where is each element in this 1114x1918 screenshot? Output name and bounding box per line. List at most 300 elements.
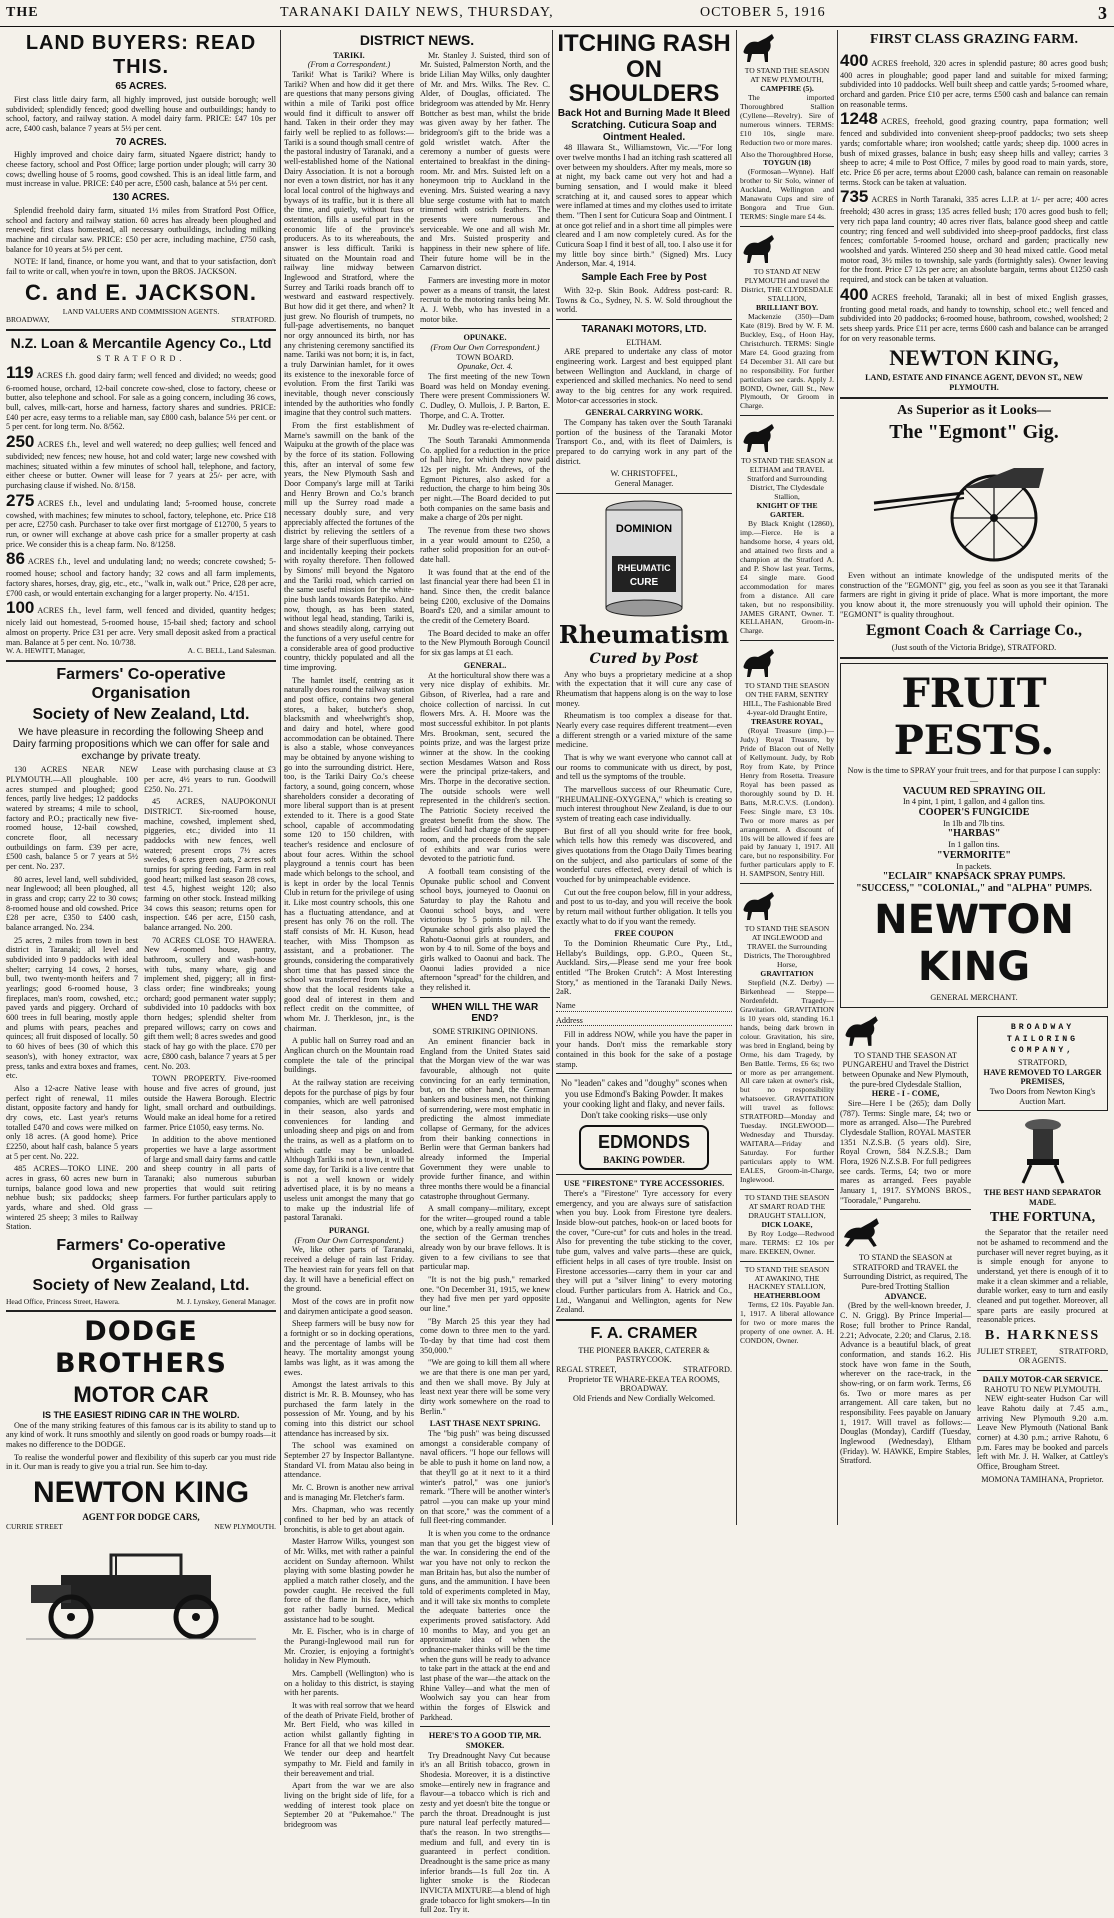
motor-service-route: RAHOTU TO NEW PLYMOUTH. (984, 1384, 1101, 1394)
lot-acres: 400 (840, 50, 869, 70)
rheum-para: Rheumatism is too complex a disease for that. Nearly every case requires different treatment—even a different strength or a varied mixture of the same medicine. (556, 711, 732, 750)
lot-text: ACRES freehold, Taranaki; all in best of mixed English grasses, fronting good metal roads, and handy to township, school etc.; well fenced and subdivided into 20 paddocks; 6-roomed house, bathroom, cowshed, woolshed; 2 sets sheep yards. Price £11 per acre, terms £600 cash and balance can be arranged for on very reasonable terms. (840, 292, 1108, 343)
purangi-para: Mrs. Campbell (Wellington) who is on a holiday to this district, is staying with her parents. (284, 1669, 414, 1698)
stallion-lead: TO STAND THE SEASON AT NEW PLYMOUTH, (744, 65, 830, 84)
divider (840, 397, 1108, 399)
nz-lot (6, 598, 276, 647)
stallion-name: KNIGHT OF THE GARTER. (756, 501, 818, 520)
stallion-name: HERE - I - COME, (871, 1089, 940, 1099)
column-2 (284, 30, 550, 1915)
rheum-para: That is why we want everyone who cannot call at our rooms to communicate with us direct, by post, and tell us the symptoms of the trouble. (556, 753, 732, 782)
opunake-para: The Board decided to make an offer to the New Plymouth Borough Council for six gas lamps at £1 each. (420, 628, 550, 658)
opunake-para: The first meeting of the new Town Board was held on Monday evening. There were present Commissioners W. C. Dudley, O. Mullois, J. P. Barton, E. Thorpe, and C. A. Trotter. (420, 372, 550, 420)
horse-icon (740, 645, 780, 679)
dodge-text: One of the many striking features of this famous car is its ability to stand up to any kind of work. It runs smoothly and silently on good roads or bumpy roads—it makes no difference to the DODGE. (6, 1420, 276, 1450)
stallion-text: (Bred by the well-known breeder, J. C. N. Grigg). By Prince Imperial—Rose; full brother to Prince Randal, 2.21; Advocate, 2.20; and Clarus, 2.18. Advance is a beautiful black, of great conformation, and stands 16.2. His stock have won fame in the South, wherever on the race-track, in the show-ring, or on farm work. Terms, £6 6s. Two or more mares as per arrangement. All care taken, but no responsibility. Fees payable on January 1, 1917. Will travel as follows:—Douglas (Monday), Cardiff (Tuesday, Inglewood (Wednesday), Eltham (Friday). W. HAWKE, Empire Stables, Stratford. (840, 1301, 971, 1466)
stallion-lead: TO STAND THE SEASON AT SMART ROAD THE DRAUGHT STALLION, (744, 1192, 830, 1220)
divider (740, 640, 834, 641)
itch-head-2: ON SHOULDERS (568, 56, 720, 107)
fruit-pests-ad (840, 663, 1108, 1008)
purangi-para: Most of the cows are in profit now and dairymen anticipate a good season. (284, 1296, 414, 1316)
stallion-name: TREASURE ROYAL, (751, 717, 823, 727)
nz-manager: W. A. HEWITT, Manager, (6, 646, 86, 656)
stallion-name: BRILLIANT BOY. (755, 302, 819, 312)
wedding-para: Mr. Stanley J. Suisted, third son of Mr. Suisted, Palmerston North, and the bride Lilian May Wilks, only daughter of Mr. and Mrs. Wilks. The Rev. C. Alder, of Douglas, officiated. The bridegroom was attended by Mr. Henry Bottcher as best man, whilst the bride was given away by her father. The bridegroom's gift to the bride was a gold wristlet watch. After the ceremony a number of guests were entertained to breakfast in the dining-room. Mr. and Mrs. Suisted left on a honeymoon trip to Auckland in the evening. Mrs. Suisted wearing a navy blue serge costume with hat to match trimmed with ostrich feathers. The presents were numerous and serviceable. We one and all wish Mr. and Mrs. Suisted prosperity and happiness in their new sphere of life. Their future home will be in the Carnarvon district. (420, 50, 550, 273)
smoker-head: HERE'S TO A GOOD TIP, MR. SMOKER. (428, 1731, 542, 1750)
itch-sub: Back Hot and Burning Made It Bleed Scratching. Cuticura Soap and Ointment Healed. (557, 108, 731, 143)
tariki-para: Tariki! What is Tariki? Where is Tariki? When and how did it get there are questions that many persons giving within a mile of Tariki post office would find it difficult to answer off hand. Taken in their order they may fairly well be replied to as follows:—Tariki is a sound though small centre of the pastoral industry of Taranaki, and a well-established home of the National Dairy Association. It is not a borough nor even a town district, nor has it any local local control of the highways and byways of its traffic, but it is there all the time, and quietly, without fuss or ostentation, fills a useful part in the economic life of the province's producers. As to its whereabouts, the answer is less difficult. Tariki is situated on the Mountain road and railway line midway between Inglewood and Stratford, where the Surrey and Tariki roads branch off to westward and eastward respectively. But how did it get there, and when? It just grew. No flourish of trumpets, no full-page advertisements, no banquet nor orgy announced its birth, nor has any christening ceremony sanctified its name. Tariki was not born; it is, in fact, a truly Darwinian hamlet, for it owes its existence to the inexorable force of evolution. From the first Tariki was inevitable, though never consciously intended by the authorities who fondly imagine that they control such matters. (284, 69, 414, 418)
coupon-text: To the Dominion Rheumatic Cure Pty., Ltd., Hellaby's Buildings, opp. G.P.O., Queen St., Auckland. Sirs,—Please send me your free book entitled "The Broken Crutch": A Most Interesting Story," as mentioned in the Taranaki Daily News. 2aR. (556, 939, 732, 997)
nz-lot (6, 363, 276, 431)
divider (556, 493, 732, 494)
tin-brand: DOMINION (615, 522, 673, 535)
fco-listing: 70 ACRES CLOSE TO HAWERA. New 4-roomed house, pantry, bathroom, scullery and wash-house with tubs, many whare, gig and implement shed, piggery; all in first-class order; fine windbreaks; young orchard; good permanent water supply; subdivided into 10 paddocks with box thorn hedges; splendid shelter from prepared willows; carry on cows and gift them well; 8 acres swedes and good stack of hay go with the place. £70 per acre, £800 cash, balance 7 years at 5 per cent. No. 203. (144, 935, 276, 1071)
war-head: WHEN WILL THE WAR END? (431, 1001, 539, 1025)
fco2-manager: M. J. Lynskey, General Manager. (176, 1296, 276, 1306)
wedding-para: Farmers are investing more in motor power as a means of transit, the latest recruit to the motoring ranks being Mr. A. J. Webb, who has invested in a motor bike. (420, 275, 550, 324)
divider (840, 1209, 971, 1210)
dodge-agent-sub: AGENT FOR DODGE CARS, (82, 1512, 200, 1523)
nz-lot (6, 491, 276, 550)
purangi-para: We, like other parts of Taranaki, received a deluge of rain last Friday. The heaviest rain for years fell on that day. It will have a beneficial effect on the ground. (284, 1245, 414, 1294)
coupon-name-label: Name (556, 1001, 576, 1011)
stallion-ad (740, 231, 834, 411)
fruit-item: VACUUM RED SPRAYING OIL (902, 785, 1046, 797)
nz-loan-signature (6, 647, 276, 656)
gig-location: (Just south of the Victoria Bridge), STRATFORD. (891, 643, 1057, 653)
lot-text: ACRES in North Taranaki, 335 acres L.I.P. at 1/- per acre; 400 acres freehold; 430 acres in grass; 135 acres felled bush; 170 acres good bush to fell; very rich papa land country; 40 acres river flats, balance good sheep and cattle country; ring fenced and well subdivided into sheep-proof paddocks, first class fences; comfortable 5-roomed house, orchard and garden; practically new woolshed and yards. Wintered 250 sheep and 30 head mixed cattle. Good metal motor road, 3½ miles to township, sale yards (fortnightly sales). Owner leaving for the front. Price £7 12s per acre; an absolute bargain, terms about £1250 cash required, and stock can be taken at valuation. (840, 195, 1108, 285)
motor-service-head: DAILY MOTOR-CAR SERVICE. (982, 1374, 1103, 1384)
lot-text: Highly improved and choice dairy farm, situated Ngaere district; handy to cheese factory, school and Post Office; large portion under plough; will carry 30 cows; dwelling house of 5 rooms, good cowshed. This is an ideal little farm, and must increase in value. PRICE: £40 per acre, £500 cash, balance at 5½ per cent. (6, 150, 276, 189)
stallion-name: ADVANCE. (884, 1291, 927, 1301)
purangi-para: Mrs. Chapman, who was recently confined to her bed by an attack of bronchitis, is able to get about again. (284, 1505, 414, 1534)
motors-loc: ELTHAM. (626, 337, 662, 347)
gig-text: Even without an intimate knowledge of the undisputed merits of the construction of the "EGMONT" gig, you feel as soon as you see it that Taranaki farmers are right in giving it pride of place. What is more important, the more you know about it, the more strenuously you will uphold their opinion. The "EGMONT" is quality throughout. (840, 570, 1108, 619)
district-news-left (284, 51, 414, 1918)
stallion-lead: TO STAND THE SEASON AT AWAKINO, THE HACKNEY STALLION, (744, 1264, 830, 1292)
rheum-para: Any who buys a proprietary medicine at a shop with the expectation that it will cure any case of Rheumatism that happens along is on the way to lose money. (556, 669, 732, 708)
divider (740, 883, 834, 884)
horse-icon (740, 420, 780, 454)
fruit-lead: Now is the time to SPRAY your fruit trees, and for that purpose I can supply:— (847, 766, 1101, 785)
horse-icon (740, 231, 780, 265)
divider (556, 1319, 732, 1321)
tailor-title-3: COMPANY, (1010, 1046, 1075, 1056)
dodge-location (6, 1523, 276, 1532)
tariki-para: At the railway station are receiving depots for the purchase of pigs by four companies, which are well patronised in their season, also yards and conveniences for landing and unloading sheep and pigs on and from the trains, as well as a platform on to which cattle may be unloaded. Although Tariki is not a town, it will be some day, for Tariki is a live centre that is not a well known or widely advertised place, it is by no means a useless unit amongst the many that go to make up the industrial life of pastoral Taranaki. (284, 1078, 414, 1223)
lot-acres: 100 (6, 598, 35, 618)
fruit-item-size: In packets. (956, 861, 992, 871)
purangi-para: Master Harrow Wilks, youngest son of Mr. Wilks, met with rather a painful accident on Sunday afternoon. Whilst playing with some blasting powder he applied a match rather closely, and the powder caught. He received the full force of the flame in his face, which got rather badly burned. Medical assistance had to be sought. (284, 1537, 414, 1624)
stallion-lead: TO STAND THE SEASON AT INGLEWOOD and TRAVEL the Surrounding Districts, The Thoroughbred Horse, (743, 924, 831, 970)
opunake-sub2: TOWN BOARD. (456, 352, 514, 362)
divider (556, 1174, 732, 1175)
fco-title-1: Farmers' Co-operative Organisation (56, 666, 226, 703)
coupon-address-label: Address (556, 1015, 583, 1025)
fruit-item: "SUCCESS," "COLONIAL," and "ALPHA" PUMPS. (856, 883, 1092, 895)
purangi-para: The school was examined on September 27 by Inspector Ballantyne. Standard VI. from Matau also being in attendance. (284, 1441, 414, 1480)
smoker-text: Try Dreadnought Navy Cut because it's an all British tobacco, grown in Shodesia. Moreover, it is a distinctive smoke—entirely new in fragrance and flavour—a tobacco which is rich and zesty and yet doesn't bite the tongue or parch the throat. Dreadnought is just pure natural leaf perfectly matured—that's the reason. In two strengths—medium and full, and every tin is guaranteed in perfect condition. Dreadnought is the same price as many inferior brands—1s full 2oz tin. A lighter smoke is the Riodecan INVICTA MIXTURE—a blend of high grade tobacco for light smokers—In tin full 2oz. Try it. (420, 1750, 550, 1915)
lot-acres: 250 (6, 431, 35, 451)
lot-text: ACRES f.h., level farm, well fenced and divided, quantity hedges; nicely laid out homestead, 5-roomed house, 15-bail shed; factory and school almost on property. Price £31 per acre. Very small deposit asked from a practical man. Balance at 5 per cent. No. 10/738. (6, 606, 276, 647)
nz-salesman: A. C. BELL, Land Salesman. (187, 646, 276, 656)
stallion-lead: TO STAND THE SEASON AT PUNGAREHU and Travel the District between Opunake and New Plymouth, the pure-bred Clydesdale Stallion, (842, 1050, 969, 1089)
purangi-para: Mr. C. Brown is another new arrival and is managing Mr. Fletcher's farm. (284, 1482, 414, 1502)
divider (420, 1726, 550, 1727)
divider (6, 329, 276, 331)
motors-head: TARANAKI MOTORS, LTD. (581, 323, 707, 335)
nz-lot (6, 549, 276, 598)
masthead (0, 0, 1114, 27)
stallions-right (840, 1012, 971, 1484)
cramer-end: Old Friends and New Cordially Welcomed. (573, 1394, 715, 1404)
column-rule (837, 30, 838, 1525)
cramer-loc-left: REGAL STREET, (556, 1365, 617, 1375)
war-para: An eminent financier back in England from the United States said that the Morgan view of the war was favourable, although not quite convincing for an early termination, but, on the other hand, the German bankers and business men, not thinking of surrendering, were most emphatic in predicting the almost immediate collapse of Germany, for the advices from their banking connections in Berlin were that German bankers had already informed the Imperial Government they were unable to provide further finance, and within three months there would be a financial catastrophe throughout Germany. (420, 1036, 550, 1201)
dodge-loc-left: CURRIE STREET (6, 1522, 63, 1532)
purangi-para: Apart from the war we are also living on the bright side of life, for a wedding of interest took place on September 20 at "Pukemahoe." The bridegroom was (284, 1781, 414, 1830)
dodge-tagline: IS THE EASIEST RIDING CAR IN THE WOLRD. (42, 1410, 240, 1421)
dodge-agent: NEWTON KING (32, 1476, 250, 1510)
sep-text: the Separator that the retailer need not be ashamed to recommend and the purchaser will never regret buying, as it is simple enough for anyone to understand, yet there is enough of it to make it a clean skimmer and a reliable, durable worker, easy to turn and easily cleaned and put together. Moreover, all spare parts are easily procured at reasonable prices. (977, 1228, 1108, 1325)
fruit-item-size: In 4 pint, 1 pint, 1 gallon, and 4 gallon tins. (903, 797, 1045, 807)
divider (740, 415, 834, 416)
fco-listing: 45 ACRES, NAUPOKONUI DISTRICT. Six-roomed house, machine, cowshed, implement shed, piggeries, etc.; divided into 11 paddocks with new fences, well watered; present crops 7½ acres swedes, 6 acres green oats, 2 acres soft turnips for spring feeding. Farm in real good heart; milked last season 28 cows, test 4.5, highest weight 120; also farming on other stock. Instead milking 34 cows this season; returns open for inspection. £46 per acre, £150 cash, balance arranged. No. 200. (144, 797, 276, 933)
stallion-name: DICK LOAKE, (761, 1219, 813, 1229)
lot-text: ACRES freehold, 320 acres in splendid pasture; 80 acres good bush; 400 acres in ploughable; good paper land and suitable for mixed farming; subdivided into 10 paddocks. Well built sheep and cattle yards; 5-roomed whare, orchard and garden. Price £10 per acre, terms £500 cash and balance can remain on reasonable terms. (840, 58, 1108, 109)
fco-listing: Lease with purchasing clause at £3 per acre, 4½ years to run. Goodwill £250. No. 271. (144, 765, 276, 794)
tariki-head: TARIKI. (333, 50, 365, 60)
fco-listing: 80 acres, level land, well subdivided, near Inglewood; all been ploughed, all in grass and crop; carry 22 to 30 cows; 8-roomed house and old cowshed. Price £28 per acre, £350 to £400 cash, balance arranged. No. 234. (6, 874, 138, 933)
divider (420, 328, 550, 329)
last-phase-head: LAST THASE NEXT SPRING. (429, 1419, 541, 1429)
lot-acres: 86 (6, 549, 25, 569)
lot-head: 70 ACRES. (115, 136, 167, 148)
opunake-para: It was found that at the end of the last financial year there had been £1 in hand. Since then, the credit balance being £200, exclusive of the Domains Board's £20, and a similar amount to the credit of the Cemetery Board. (420, 567, 550, 626)
harkness-sub: OR AGENTS. (1018, 1356, 1067, 1366)
coupon-name-line[interactable] (556, 1001, 732, 1012)
war-para: "It is not the big push," remarked one. "On December 31, 1915, we knew they had five men per yard opposite our line." (420, 1275, 550, 1314)
jackson-location (6, 316, 276, 325)
tariki-para: From the first establishment of Marne's sawmill on the bank of the Waipuku at the growth of the place was by the force of its station. Following this, after an interval of some few years, the New Plymouth Sash and Door Company's large mill at Tariki and Henry Brown and Co.'s branch mill up the Surrey road made a necessary doubly sure, and very appreciably affected the fortunes of the district by relieving the settlers of a large share of their superfluous timber, and incidentally keeping their pockets with royalty therefore. Then followed by Simons' mill beyond the Ngatoro and the Tariki road, which carried on the same useful mission for the white-pine bush lands towards Batepiko. And now, though, as has been stated, without legal head, standing, Tariki is, and shows steadily along, carrying out the functions of a very useful centre for a considerable area of good productive country, thickly populated and all the time improving. (284, 421, 414, 672)
coupon-head: FREE COUPON (614, 929, 674, 939)
tariki-para: The hamlet itself, centring as it naturally does round the railway station and post office, contains two general stores, a baker, butcher's shop, blacksmith and wheelwright's shop, and dairy and hotel, where good accommodation can be obtained. There is also a stable, whose conveyances may be obtained by anyone wishing to go into the surrounding district. Here, too, is the Tariki Dairy Co.'s cheese factory, a sound, going concern, whose shareholders consider a decorating of more liberal support than is at present extended to it. There is a good State school, capable of accommodating some 120 to 150 children, with teacher's residence and enclosure of about four acres. Within the school playground a tennis court has been made which belongs to the school, and is kept in order by the local Tennis Club in return for the privilege of using it. Like most country schools, this one has a fluctuating attendance, and at present has only 76 on the roll. The staff consists of Mr. H. Kuson, head teacher, with Miss Thompson as assistant, and a probationer. The grounds, considering the comparatively short time that has passed since the school was transferred from Waipuku, show that the local residents take a good deal of interest in them and reflect credit on the committee, of whom Mr. J. Therkleson, jnr., is the chairman. (284, 675, 414, 1033)
lot-acres: 275 (6, 490, 35, 510)
purangi-para: Amongst the latest arrivals to this district is Mr. R. B. Mounsey, who has purchased the farm lately in the possession of Mr. Young, and by his coming into this district our school attendance has increased by six. (284, 1380, 414, 1438)
harkness-loc-left: JULIET STREET, (977, 1346, 1038, 1356)
tariki-sub: (From a Correspondent.) (307, 60, 391, 70)
last-phase-para: The "big push" was being discussed amongst a considerable company of naval officers. "I hope our fellows will be able to push it home on land now, a that they'll go at it next to it a third winter's patrol," was one junior's remark. "There will be another winter's patrol —you can make up your mind on that score," was the comment of a full fleet-ring commander. (420, 1429, 550, 1526)
column-5 (840, 30, 1108, 1525)
stallion-lead: Also the Thoroughbred Horse, (740, 149, 834, 159)
motor-car-illustration (21, 1535, 261, 1645)
nz-lot (6, 432, 276, 491)
stallion-ad (740, 1266, 834, 1347)
fruit-title: FRUIT PESTS. (893, 669, 1055, 764)
divider (740, 1189, 834, 1190)
divider (420, 997, 550, 998)
dodge-loc-right: NEW PLYMOUTH. (214, 1522, 276, 1532)
fco-left-column (6, 765, 138, 1235)
opunake-para: The revenue from these two shows in a year would amount to £250, a rather solid proposition for an out-of-date hall. (420, 526, 550, 565)
harkness-location (977, 1347, 1108, 1357)
gig-illustration (864, 448, 1084, 568)
opunake-sub: (From Our Own Correspondent.) (430, 343, 540, 352)
itch-head-1: ITCHING RASH (557, 30, 731, 57)
stallion-text: By Black Knight (12860), imp.—Fierce. He is a handsome horse, 4 years old, and attained two firsts and a champion at the Stratford A. and P. Show last year. Terms, £4 single mare. Good accommodation for mares from a distance. All care taken, but no responsibility. JAMES GRANT, Owner. T. KELLAHAN, Groom-in-Charge. (740, 518, 834, 636)
war-para: "By March 25 this year they had come down to three men to the yard. To-day by that time had cost them 350,000." (420, 1316, 550, 1355)
fco2-signature (6, 1298, 276, 1307)
farm-lot (840, 187, 1108, 284)
stallion-ad (740, 420, 834, 636)
general-para: A football team consisting of the Opunake public school and Convent school boys, journeyed to Oaonui on Saturday to play the Rahotu and Oaonui school boys, and were victorious by 5 points to nil. The Opunake school girls also played the Rahotu-Oaonui girls at rounders, and won by 4 to nil. Some of the boys and girls walked to Oaonui and back. The Oaonui ladies provided a nice afternoon "spread" for the children, and they relished it. (420, 866, 550, 992)
tailor-title-2: TAILORING (1006, 1034, 1079, 1044)
opunake-para: The South Taranaki Ammonmenda Co. applied for a reduction in the price of hall hire, for which they now paid 12s per night. Mr. Andrews, of the Egmont Pictures, also asked for a reduction, the charge to him being 30s per night.—The Board decided to put both companies on the same basis and make a charge of 20s per night. (420, 436, 550, 523)
jackson-loc-right: STRATFORD. (231, 315, 276, 325)
fruit-item-size: In 1lb and 7lb tins. (943, 818, 1005, 828)
fruit-seller-sub: GENERAL MERCHANT. (930, 993, 1018, 1003)
war-para: "We are going to kill them all where we are that there is one man per yard, and then we shall move. By July at least next year there will be some very dirty work somewhere on the road to Berlin." (420, 1358, 550, 1416)
nk-land-sub: LAND, ESTATE AND FINANCE AGENT, DEVON ST., NEW PLYMOUTH. (865, 373, 1083, 393)
district-news-right (420, 51, 550, 1918)
stallion-text: (Royal Treasure (imp.)—Judy.) Royal Treasure, by Pride of Blacon out of Nelly of Kellymount. Judy, by Rob Roy from Kate, by Prince Henry from Rosetta. Treasure Royal has been passed as thoroughly sound by D. H. Batts, M.R.C.V.S. (London). Fees: Single mare, £3 10s. Two or more mares as per arrangement. A discount of 10s will be allowed if fees are paid by January 1, 1917. All care, but no responsibility. For further particulars apply to F. H. SAMPSON, Sentry Hill. (740, 726, 834, 879)
stallion-text: (Formosan—Wynne). Half brother to Sir Solo, winner of Auckland, Wellington and Manawatu Cups and sire of Bongora and True Gun. TERMS: Single mare £4 4s. (740, 167, 834, 222)
coupon-note: Fill in address NOW, while you have the paper in your hands. Don't miss the remarkable story contained in this book for the sake of a postage stamp. (556, 1030, 732, 1069)
fco-title-2: Society of New Zealand, Ltd. (32, 706, 250, 724)
divider (6, 1310, 276, 1312)
sep-title: THE FORTUNA, (989, 1209, 1096, 1225)
harkness-loc-right: STRATFORD, (1059, 1346, 1108, 1356)
lot-text: ACRES f.h., level and undulating land; no weeds; concrete cowshed; 5-roomed house; school and factory handy; 32 cows and all farm implements, factory shares, horses, dray, gig, etc., etc., "walk in, walk out." Price, £28 per acre, £700 cash, or would entertain exchanging for a larger property. No. 4/151. (6, 557, 276, 598)
tailor-moved: HAVE REMOVED TO LARGER PREMISES, (983, 1067, 1102, 1087)
divider (556, 319, 732, 320)
itch-text: 48 Illawara St., Williamstown, Vic.—"For long over twelve months I had an itching rash scattered all over between my shoulders. After my meals, more so at night, my back came out very hot and had a burning sensation, and I would make it bleed scratching at it, and caused sores to appear which were inflamed at times and my clothes used to irritate them. "Then I sent for Cuticura Soap and Ointment. I at once got relief and in a short time all pimples were cleared and I am now completely cured. As for the Cuticura Soap I find it best of all, too. I also use it for my little boy since birth." (Signed) Mrs. Lucy Anderson, Mar. 4, 1914. (556, 143, 732, 269)
war-sub: SOME STRIKING OPINIONS. (432, 1027, 538, 1037)
right-ads (977, 1012, 1108, 1484)
stallion-ad (740, 888, 834, 1185)
divider (740, 226, 834, 227)
stallion-ad (740, 30, 834, 148)
purangi-para: Mr. E. Fischer, who is in charge of the Purangi-Inglewood mail run for Mr. Crozier, is enjoying a fortnight's holiday in New Plymouth. (284, 1627, 414, 1666)
lot-acres: 1248 (840, 109, 878, 129)
tyre-text: There's a "Firestone" Tyre accessory for every emergency, and you are always sure of satisfaction when you buy. Look from Firestone tyre dealers. Inside blow-out patches, hook-on or laced boots for the cover, "Cure-cut" for cuts and holes in the tread. Also for preventing the tube sticking to the cover, tube gum, valves and valve parts—these are quick, efficient helps in all cases of tyre trouble. Insist on Firestone accessories—carry them in your car and they will put a "silver lining" to every motoring cloud. Further particulars from A. Hatrick and Co., Ltd., Wanganui and Wellington, agents for New Zealand. (556, 1189, 732, 1315)
fco-listings (6, 765, 276, 1235)
fruit-item: COOPER'S FUNGICIDE (918, 806, 1030, 818)
nk-land-title: NEWTON KING, (889, 345, 1059, 371)
nz-loan-place: STRATFORD. (96, 353, 186, 363)
last-phase-para: It is when you come to the ordnance man that you get the biggest view of the war. In considering the end of the war you have not only to reckon the man Britain has, but also the number of guns, and the ammunition. I have been told of experiments completed in May, and it will take six months to complete the adequate batteries once the experiments proved satisfactory. Add 10 months to May, and you get an approximate idea of when the ordnance-maker thinks will be the time when the guns will be ready to advance to take part in the attack at the end and last phase of the war—the attack on the Rhine Valley—and what the men of Woolwich say you can hear from within the forges of Elswick and Parkhead. (420, 1528, 550, 1722)
farm-lot (840, 109, 1108, 187)
jackson-sub: LAND VALUERS AND COMMISSION AGENTS. (62, 306, 220, 316)
farm-lot (840, 51, 1108, 110)
lot-text: ACRES f.h., level and well watered; no deep gullies; well fenced and subdivided; new fences; new house, hot and cold water; large new cowshed with machines; situated within a few minutes of school hall, telephone, and factory, either cheese or butter. Owner will lease for 7 years at 25/- per acre, with purchasing clause if wished. No. 8/158. (6, 439, 276, 490)
stallion-text: Terms, £2 10s. Payable Jan. 1, 1917. A liberal allowance for two or more mares the property of one owner. A. H. CONDON, Owner. (740, 1300, 834, 1346)
baking-lead: No "leaden" cakes and "doughy" scones when you use Edmond's Baking Powder. It makes your cooking light and flaky, and never fails. Don't take cooking risks—use only (560, 1078, 728, 1120)
edmonds-label (579, 1125, 709, 1171)
fruit-item: "VERMORITE" (937, 849, 1011, 861)
rheum-para: Cut out the free coupon below, fill in your address, and post to us to-day, and you will receive the book by return mail without further obligation. It tells you exactly what to do if you want the remedy. (556, 887, 732, 926)
jackson-note: NOTE: If land, finance, or home you want, and that to your satisfaction, don't fail to write or call, when you're in town, upon the BROS. JACKSON. (6, 257, 276, 276)
land-buyers-title: LAND BUYERS: READ THIS. (25, 32, 257, 78)
stallion-name: GRAVITATION (760, 969, 814, 979)
stallion-name: HEATHERBLOOM (753, 1291, 821, 1301)
stallion-lead: TO STAND the SEASON at STRATFORD and TRAVEL the Surrounding District, as required, The Pure-bred Trotting Stallion (843, 1253, 968, 1292)
issue-date: OCTOBER 5, 1916 (700, 5, 826, 20)
lot-head: 130 ACRES. (112, 192, 170, 204)
tin-label-1: RHEUMATIC (617, 562, 671, 573)
carry-head: GENERAL CARRYING WORK. (585, 408, 703, 418)
rheum-para: The marvellous success of our Rheumatic Cure, "RHEUMALINE-OXYGENA," which is creating so much interest throughout New Zealand, is due to our system of treating each case individually. (556, 785, 732, 824)
farm-title: FIRST CLASS GRAZING FARM. (870, 32, 1078, 47)
itch-offer-text: With 32-p. Skin Book. Address post-card: R. Towns & Co., Sydney, N. S. W. Sold throughout the world. (556, 285, 732, 315)
baking-brand: EDMONDS (597, 1131, 690, 1152)
column-rule (552, 30, 553, 1525)
general-para: At the horticultural show there was a very nice display of exhibits. Mr. Gibson, of Riverlea, had a rare and choice collection of narcissi. In cut flowers Mrs. A. H. Moore was the most successful exhibitor. In pot plants Mrs. Brookman, sent, secured the points prize, and was the largest prize winner at the show. In the cooking section Mesdames Watson and Ross were the principal prize-takers, and Mrs. Thorpe in the decorative section. The outside schools were well represented in the children's section. The Patriotic Society received the greatest benefit from the show. The ladies' Guild had charge of the supper-room, and the proceeds from the sale of exhibits and war curios were devoted to the patriotic fund. (420, 670, 550, 864)
tailor-title-1: BROADWAY (1010, 1023, 1075, 1033)
baking-sub: BAKING POWDER. (603, 1154, 685, 1165)
cramer-location (556, 1365, 732, 1375)
fruit-item: "ECLAIR" KNAPSACK SPRAY PUMPS. (882, 871, 1066, 883)
motor-service-text: NEW eight-seater Hudson Car will leave Rahotu daily at 7.45 a.m., arriving New Plymouth 9.20 a.m. Leave New Plymouth (National Bank corner) at 4.30 p.m.; arrive Rahotu, 6 p.m. Fares may be booked and parcels left with Mr. J. H. Walker, at Cattley's Office, Brougham Street. (977, 1394, 1108, 1471)
fco-intro: We have pleasure in recording the following Sheep and Dairy farming propositions which we can offer for sale and exchange by private treaty. (12, 726, 270, 762)
fco-listing: TOWN PROPERTY. Five-roomed house and five acres of ground, just outside the Hawera Borough. Electric light, small orchard and outbuildings. Would make an ideal home for a retired farmer. Price £1050, easy terms. No. (144, 1074, 276, 1132)
lot-text: First class little dairy farm, all highly improved, just outside borough; well subdivided; splendidly fenced; good dwelling house and outbuildings; handy to school, factory, and railway station. A model dairy farm. PRICE: £47 10s per acre, £400 cash, balance 7 years at 5½ per cent. (6, 94, 276, 133)
purangi-head: PURANGI. (328, 1226, 370, 1236)
column-4 (740, 30, 834, 1525)
column-rule (280, 30, 281, 1525)
lot-head: 65 ACRES. (115, 81, 167, 93)
divider (977, 1370, 1108, 1371)
fco2-office: Head Office, Princess Street, Hawera. (6, 1296, 120, 1306)
stallion-text: Mackenzie (350)—Dam Kate (819). Bred by W. F. M. Buckley, Esq., of Hoon Hay, Christchurch. TERMS: Single Mare £4. Good grazing from £4 December 31. All care but no responsibility. For further particulars see cards. Apply J. BOND, Owner, Gill St., New Plymouth, Or Groom in Charge. (740, 311, 834, 411)
stallion-name: CAMPFIRE (5). (760, 83, 814, 93)
fco-listing: 25 acres, 2 miles from town in best district in Taranaki; all level and subdivided into 9 paddocks with ideal shelter; carrying 14 cows, 2 horses, bull, two twenty-month heifers and 7 yearlings; good 6-roomed house, 3 fireplaces, man's room, cowshed, etc.; paved yards and piggery. Orchard of 600 trees in full bearing, mostly apple and plums with pears, peaches and quinces; all fruit disposed of locally. 50 to 60 hives of bees (30 of which this season's), with honey extractor, wax press, tanks and extra boxes and frames, etc. (6, 935, 138, 1081)
fco-listing: 485 ACRES—TOKO LINE. 200 acres in grass, 60 acres new burn in turnips, balance good lowa and new nebhue bush; six paddocks; sheep yards, whare and shed. Old grass wintered 25 sheep; 3 miles to Railway Station. (6, 1164, 138, 1232)
column-3 (556, 30, 732, 1525)
paper-title: TARANAKI DAILY NEWS, THURSDAY, (280, 5, 554, 20)
motor-service-sig: MOMONA TAMIHANA, Proprietor. (981, 1474, 1104, 1484)
stallion-lead: TO STAND THE SEASON ON THE FARM, SENTRY HILL, The Fashionable Bred 4-year-old Draught Entire, (742, 681, 831, 718)
stallion-text: By Roy Lodge—Redwood mare. TERMS: £2 10s per mare. EKEKEN, Owner. (740, 1228, 834, 1256)
purangi-sub: (From Our Own Correspondent.) (294, 1235, 404, 1245)
lot-acres: 735 (840, 187, 869, 207)
tailor-addr: Two Doors from Newton King's Auction Mart. (989, 1087, 1096, 1106)
district-news-title: DISTRICT NEWS. (359, 32, 475, 48)
tariki-para: A public hall on Surrey road and an Anglican church on the Mountain road complete the tale of the principal buildings. (284, 1036, 414, 1075)
column-rule (736, 30, 737, 1525)
opunake-head: OPUNAKE. (463, 333, 507, 343)
stallion-ad (740, 1194, 834, 1257)
divider (6, 660, 276, 662)
dodge-text: To realise the wonderful power and flexibility of this superb car you must ride in it. Our man is ready to give you a trial run. See him to-day. (6, 1452, 276, 1472)
tailoring-ad (977, 1016, 1108, 1111)
cramer-prop: Proprietor TE WHARE-EKEA TEA ROOMS, BROADWAY. (568, 1374, 720, 1394)
lot-text: ACRES f.h., level and undulating land; 5-roomed house, concrete cowshed, with machines; few minutes to school, factory, telephone, etc. Price £18 per acre, £2750 cash. Purchaser to take over first mortgage of £12700, 5 years to run, or owner will exchange at above cash price for a smaller property at cash price. We consider this is a cheap farm. No. 8/1258. (6, 498, 276, 549)
stallion-name: TOYGUN (18) (763, 158, 811, 168)
rheum-para: But first of all you should write for free book, which tells how this remedy was discovered, and gives quotations from the Otago Daily Times bearing on the subject, and also particulars of some of the wonderful cures effected, every detail of which is vouched for by unimpeachable evidence. (556, 826, 732, 885)
stallion-text: The imported Thoroughbred Stallion (Cyllene—Revelry). Sire of numerous winners. TERMS: £10 10s, single mare. Reduction two or more mares. (740, 92, 834, 147)
fruit-item: "HARBAS" (947, 828, 1001, 840)
stallion-ad (740, 151, 834, 223)
carry-title: General Manager. (614, 479, 674, 489)
rheumatic-cure-tin-illustration (594, 498, 694, 618)
horse-icon (740, 30, 780, 64)
jackson-name: C. and E. JACKSON. (25, 279, 257, 305)
horse-icon (840, 1012, 886, 1048)
lot-text: ACRES f.h. good dairy farm; well fenced and divided; no weeds; good 6-roomed house, orchard, 12-bail concrete cow-shed, close to factory, cheese or butter, also telephone and school. For sale as a going concern, including 36 cows, bull, calves, milk-cart, horse and harness, factory shares and sundries. PRICE: £40 per acre, easy terms to a reliable man, say £800 cash, balance 5½ per cent. or 5 per cent. for long term. No. 8/562. (6, 371, 276, 432)
tin-label-2: CURE (629, 576, 659, 588)
divider (740, 1261, 834, 1262)
trotting-horse-icon (840, 1214, 886, 1250)
divider (556, 1073, 732, 1074)
cramer-loc-right: STRATFORD. (683, 1365, 732, 1375)
lot-text: ACRES, freehold, good grazing country, papa formation; well fenced and subdivided into convenient sheep-proof paddocks; two sets sheep yards; comfortable whare; iron woolshed; cattle yards; sheep dip. 1000 acres in bush of mixed grasses, balance in bush; easy sheep hills and valley; carries 3 sheep to acre; 4 mile to Post Office, 7 miles by good road to main yards, store, etc. Price £6 per acre, terms about £2000 cash, balance can remain on reasonable terms. Stock can be taken at valuation. (840, 117, 1108, 187)
gig-title: The "Egmont" Gig. (889, 421, 1059, 444)
cramer-sub: THE PIONEER BAKER, CATERER & PASTRYCOOK. (578, 1345, 710, 1365)
lower-right-block (840, 1012, 1108, 1484)
stallion-text: Sire—Here I be (265); dam Dolly (787). Terms: Single mare, £4; two or more as arranged. Also—The Purebred Clydesdale Stallion, ROYAL MASTER 1351 N.Z.S.B. (5 years old). Sire, Royal Crown, 584 N.Z.S.B.; Dam Flora, 1926 N.Z.S.B. For full pedigrees see cards. Terms, £4; two or more mares as arranged. Fees payable January 1, 1917. SYMONS BROS., "Tooradale," Pungarehu. (840, 1099, 971, 1205)
page-number: 3 (1098, 3, 1108, 23)
fco-listing: In addition to the above mentioned properties we have a large assortment of large and small dairy farms and cattle and sheep country in all parts of Taranaki; also numerous suburban properties that would suit retiring farmers. For further particulars apply to— (144, 1135, 276, 1212)
fco2-title-2: Society of New Zealand, Ltd. (32, 1276, 250, 1294)
fco-listing: 130 ACRES NEAR NEW PLYMOUTH.—All ploughable. 100 acres stumped and ploughed; good fences, partly live hedges; 12 paddocks watered by streams; 4 mile to school, factory and P.O.; practically new five-roomed house, 12-bail cowshed, concrete floor, all necessary outbuildings on farm. £39 per acre, £500 cash, balance 5 or 7 years at 5½ per cent. No. 237. (6, 765, 138, 872)
stallion-lead: TO STAND AT NEW PLYMOUTH and travel the District, THE CLYDESDALE STALLION, (740, 267, 834, 303)
jackson-lots (6, 81, 276, 254)
tailor-loc: STRATFORD, (1018, 1058, 1067, 1068)
purangi-para: It was with real sorrow that we heard of the death of Private Field, brother of Mr. Bert Field, who was killed in action whilst gallantly fighting in France for all that we hold most dear. We tender our deep and heartfelt sympathy to Mr. Field and family in their bereavement and trial. (284, 1701, 414, 1778)
lot-acres: 119 (6, 363, 34, 383)
jackson-loc-left: BROADWAY, (6, 315, 50, 325)
column-1 (6, 30, 276, 1532)
war-para: A small company—military, except for the writer—grouped round a table one, which by a really amusing map of the section of the German trenches already won by our brave fellows. It is given to a few civilians to see that particular map. (420, 1204, 550, 1272)
carry-text: The Company has taken over the South Taranaki portion of the business of the Taranaki Motor Transport Co., and, with its fleet of Daimlers, is prepared to do carrying work in any part of the district. (556, 418, 732, 466)
lot-text: Splendid freehold dairy farm, situated 1½ miles from Stratford Post Office, school and factory and railway station. 60 acres has already been ploughed and renewed; first class homestead, all necessary outbuildings, including milking machine and circular saw. PRICE: £50 per acre, including machine, £750 cash, balance for 10 years at 5½ per cent. (6, 205, 276, 254)
rheum-head: Rheumatism (558, 619, 730, 649)
fruit-seller: NEWTON KING (874, 896, 1074, 991)
opunake-date: Opunake, Oct. 4. (457, 362, 513, 372)
gig-lead: As Superior as it Looks— (897, 402, 1051, 418)
purangi-para: Sheep farmers will be busy now for a fortnight or so in docking operations, and the percentage of lambs will be heavy. The mortality amongst young lambs was light, as it was among the ewes. (284, 1319, 414, 1377)
stallion-lead: TO STAND THE SEASON at ELTHAM and TRAVEL Stratford and Surrounding District, The Clydesdale Stallion, (741, 456, 833, 502)
motors-text: ARE prepared to undertake any class of motor engineering work. Largest and best equipped plant between Wellington and Auckland, in charge of experienced and skilled mechanics. No need to send away to the big centres for any work required. Motor-car accessories in stock. (556, 347, 732, 405)
sep-head: THE BEST HAND SEPARATOR MADE. (983, 1188, 1102, 1208)
general-head: GENERAL. (463, 660, 507, 670)
harkness-name: B. HARKNESS (984, 1327, 1101, 1343)
rheum-sub: Cured by Post (589, 651, 699, 668)
district-news-body (284, 51, 550, 1918)
stallion-ad (740, 645, 834, 879)
carry-signature: W. CHRISTOFFEL, (610, 469, 678, 479)
itch-offer: Sample Each Free by Post (581, 272, 707, 284)
lot-acres: 400 (840, 284, 869, 304)
stallion-text: Stepfield (N.Z. Derby) — Birkenhead — Steppe—Nordenfeldt. Tragedy—Gravitation. GRAVITATION is 10 years old, standing 16.1 hands, being dark brown in colour. Gravitation, his sire, was bred in England, being by Orme, his dam Tragedy, by Ben Battle. Terms, £6 6s; two or more as per arrangement. All care taken at owner's risk, but no responsibility whatsoever. GRAVITATION will travel as follows: STRATFORD—Monday and Tuesday. INGLEWOOD—Wednesday and Thursday. WAITARA—Friday and Saturday. For further particulars apply to WM. EALES, Groom-in-Charge, Inglewood. (740, 977, 834, 1184)
dodge-subtitle: MOTOR CAR (73, 1382, 209, 1408)
opunake-para: Mr. Dudley was re-elected chairman. (428, 423, 550, 433)
separator-illustration (1013, 1115, 1073, 1185)
fco-listing: Also a 12-acre Native lease with perfect right of renewal, 11 miles distant, opposite factory and handy for dry cows, etc. Last year's returns totalled £470 and cows were milked on only 18 acres. (A good home). Price £2250, about half cash, balance 5 years at 5 per cent. No. 222. (6, 1083, 138, 1161)
gig-maker: Egmont Coach & Carriage Co., (866, 622, 1082, 640)
fruit-item-size: In 1 gallon tins. (948, 840, 1000, 850)
fco2-title-1: Farmers' Co-operative Organisation (56, 1236, 226, 1273)
fco-right-column (144, 765, 276, 1235)
farm-lot (840, 285, 1108, 344)
tyre-head: USE "FIRESTONE" TYRE ACCESSORIES. (563, 1179, 725, 1189)
horse-icon (740, 888, 780, 922)
coupon-address-line[interactable] (556, 1016, 732, 1027)
divider (840, 657, 1108, 659)
dodge-title: DODGE BROTHERS (54, 1316, 228, 1380)
masthead-the: THE (6, 5, 39, 20)
